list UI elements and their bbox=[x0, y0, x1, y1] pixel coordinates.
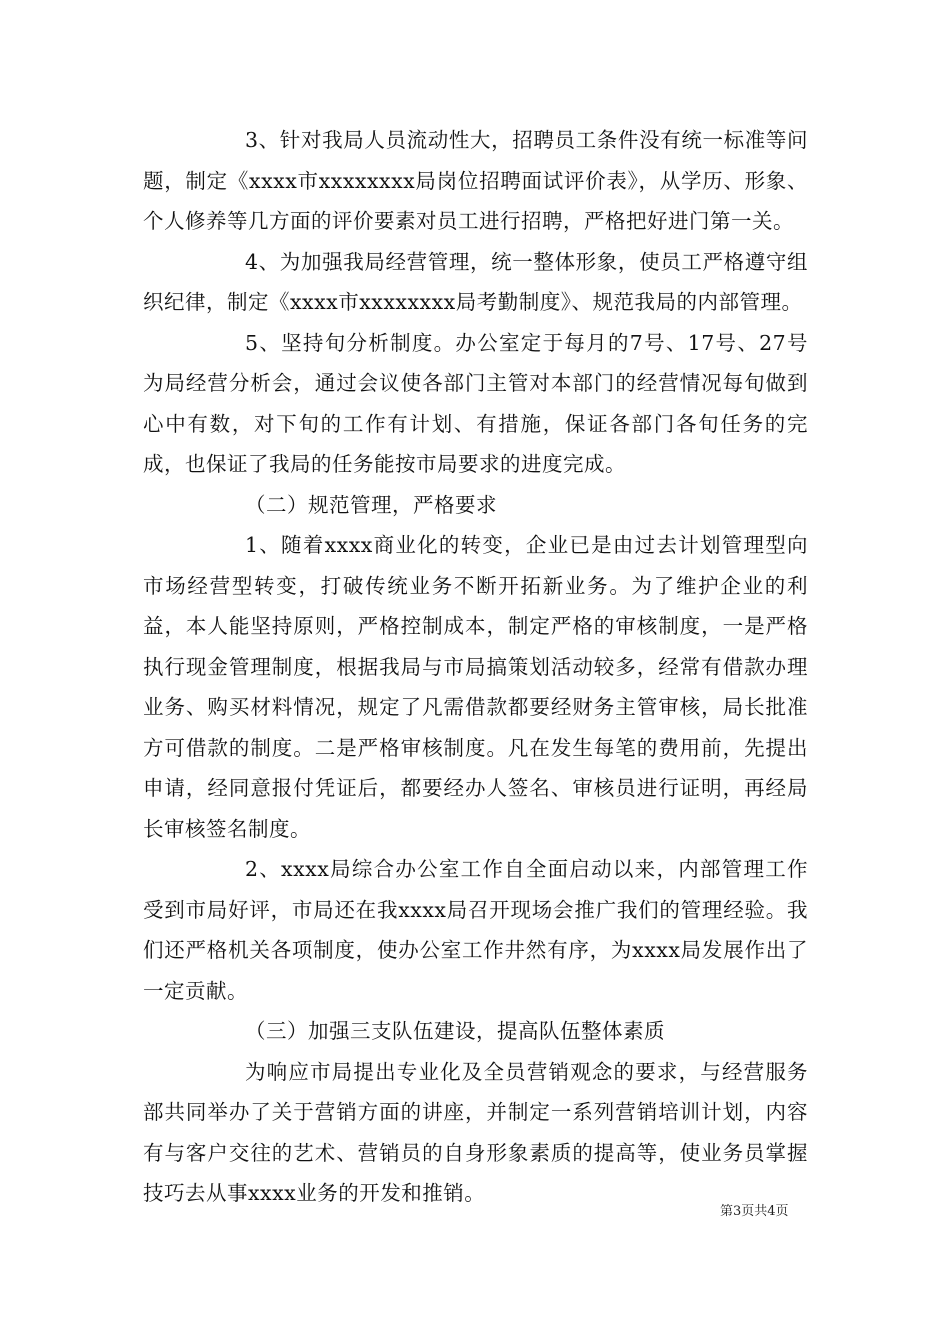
document-body bbox=[143, 120, 808, 1214]
paragraph-team-building: 为响应市局提出专业化及全员营销观念的要求，与经营服务部共同举办了关于营销方面的讲座，并制定一系列营销培训计划，内容有与客户交往的艺术、营销员的自身形象素质的提高等，使业务员掌握技巧去从事xxxx业务的开发和推销。 bbox=[143, 1059, 808, 1205]
paragraph-item-3: 3、针对我局人员流动性大，招聘员工条件没有统一标准等问题，制定《xxxx市xxxxxxxx局岗位招聘面试评价表》，从学历、形象、个人修养等几方面的评价要素对员工进行招聘，严格把好进门第一关。 bbox=[143, 128, 808, 233]
paragraph-management-1: 1、随着xxxx商业化的转变，企业已是由过去计划管理型向市场经营型转变，打破传统业务不断开拓新业务。为了维护企业的利益，本人能坚持原则，严格控制成本，制定严格的审核制度，一是严格执行现金管理制度，根据我局与市局搞策划活动较多，经常有借款办理业务、购买材料情况，规定了凡需借款都要经财务主管审核，局长批准方可借款的制度。二是严格审核制度。凡在发生每笔的费用前，先提出申请，经同意报付凭证后，都要经办人签名、审核员进行证明，再经局长审核签名制度。 bbox=[143, 533, 808, 841]
section-heading-2: （二）规范管理，严格要求 bbox=[245, 492, 497, 517]
paragraph-management-2: 2、xxxx局综合办公室工作自全面启动以来，内部管理工作受到市局好评，市局还在我xxxx局召开现场会推广我们的管理经验。我们还严格机关各项制度，使办公室工作井然有序，为xxxx局发展作出了一定贡献。 bbox=[143, 857, 808, 1003]
paragraph-item-4: 4、为加强我局经营管理，统一整体形象，使员工严格遵守组织纪律，制定《xxxx市xxxxxxxx局考勤制度》、规范我局的内部管理。 bbox=[143, 249, 808, 314]
paragraph-item-5: 5、坚持旬分析制度。办公室定于每月的7号、17号、27号为局经营分析会，通过会议使各部门主管对本部门的经营情况每旬做到心中有数，对下旬的工作有计划、有措施，保证各部门各旬任务的完成，也保证了我局的任务能按市局要求的进度完成。 bbox=[143, 330, 808, 476]
page-number: 第3页共4页 bbox=[720, 1204, 789, 1219]
section-heading-3: （三）加强三支队伍建设，提高队伍整体素质 bbox=[245, 1019, 665, 1043]
